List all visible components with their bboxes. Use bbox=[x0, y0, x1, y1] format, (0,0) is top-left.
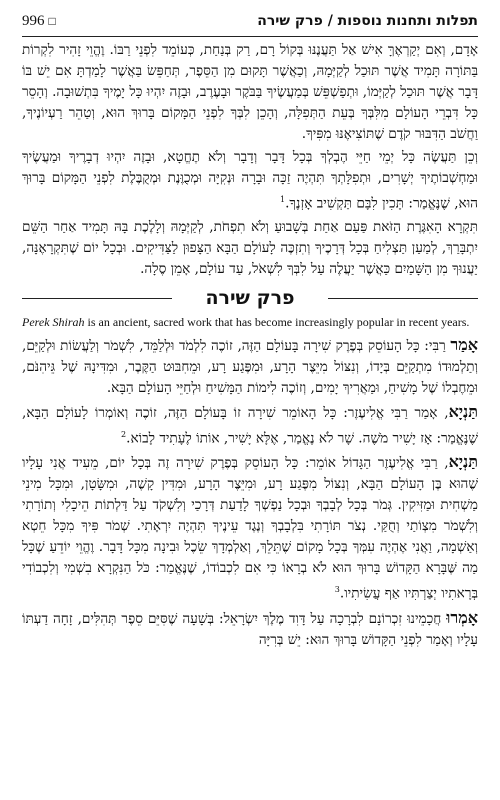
paragraph-text: רַבִּי: כָּל הָעוֹסֵק בְּפֶרֶק שִׁירָה בָּעוֹלָם הַזֶּה, זוֹכֶה לִלְמֹד וּלְלַמֵּד, לִשְׁמֹר וְלַעֲשׂוֹת וּלְקַיֵּם, וְתַלְמוּדוֹ מִתְקַיֵּם בְּיָדוֹ, וְנִצּוֹל מִיֵּצֶר הָרָע, וּמִפֶּגַע רָע, וּמֵחִבּוּט הַקֶּבֶר, וּמִדִּינָהּ שֶׁל גֵּיהִנֹּם, וּמֵחֶבְלוֹ שֶׁל מָשִׁיחַ, וּמַאֲרִיךְ יָמִים, וְזוֹכֶה לִימוֹת הַמָּשִׁיחַ וּלְחַיֵּי הָעוֹלָם הַבָּא. bbox=[22, 337, 478, 396]
paragraph-text: , אָמַר רַבִּי אֱלִיעֶזֶר: כָּל הָאוֹמֵר שִׁירָה זוֹ בָּעוֹלָם הַזֶּה, זוֹכֶה וְאוֹמְרוֹ לָעוֹלָם הַבָּא, שֶׁנֶּאֱמַר: אָז יָשִׁיר מֹשֶׁה. שָׁר לֹא נֶאֱמַר, אֶלָּא יָשִׁיר, אוֹתוֹ לֶעָתִיד לָבוֹא. bbox=[22, 404, 478, 447]
paragraph-amar bbox=[22, 334, 478, 399]
section-title: פרק שירה bbox=[205, 286, 295, 309]
heading-rule-left bbox=[22, 298, 172, 300]
page-body bbox=[22, 40, 478, 796]
heading-rule-right bbox=[328, 298, 478, 300]
paragraph-tanya-1 bbox=[22, 401, 478, 450]
paragraph-amru bbox=[22, 607, 478, 651]
section-heading bbox=[22, 284, 478, 312]
header-title: תפלות ותחנות נוספות / פרק שירה bbox=[257, 13, 478, 29]
footnote-marker: 3 bbox=[334, 585, 340, 595]
paragraph-text: , רַבִּי אֱלִיעֶזֶר הַגָּדוֹל אוֹמֵר: כָּל הָעוֹסֵק בְּפֶרֶק שִׁירָה זֶה בְּכָל יוֹם, מֵעִיד אֲנִי עָלָיו שֶׁהוּא בֶּן הָעוֹלָם הַבָּא, וְנִצּוֹל מִפֶּגַע רָע, וּמִיֵּצֶר הָרָע, וּמִדִּין קָשֶׁה, וּמִשָּׂטָן, וּמִכָּל מִינֵי מַשְׁחִית וּמַזִּיקִין. גְּמֹר בְּכָל לְבָבְךָ וּבְכָל נַפְשְׁךָ לָדַעַת דְּרָכַי וְלִשְׁקֹד עַל דַּלְתוֹת הֵיכָלִי וְתוֹרָתִי וְלִשְׁמֹר מִצְוֹתַי וְחֻקַּי. נְצֹר תּוֹרָתִי בִּלְבָבְךָ וְנֶגֶד עֵינֶיךָ תִּהְיֶה יִרְאָתִי. שְׁמֹר פִּיךָ מִכָּל חֵטְא וְאַשְׁמָה, וַאֲנִי אֶהְיֶה עִמְּךָ בְּכָל מָקוֹם שֶׁתֵּלֵךְ, וְאַלְמְדָךְ שֵׂכֶל וּבִינָה מִכָּל דָּבָר. וֶהֱוֵי יוֹדֵעַ שֶׁכָּל מַה שֶּׁבָּרָא הַקָּדוֹשׁ בָּרוּךְ הוּא לֹא בְרָאוֹ כִּי אִם לִכְבוֹדוֹ, שֶׁנֶּאֱמַר: כֹּל הַנִּקְרָא בִשְׁמִי וְלִכְבוֹדִי בְּרָאתִיו יְצַרְתִּיו אַף עֲשִׂיתִיו. bbox=[22, 455, 478, 602]
paragraph-text: תִּקְרָא הָאִגֶּרֶת הַזֹּאת פַּעַם אַחַת בְּשָׁבוּעַ וְלֹא תִפְחֹת, לְקַיְּמָהּ וְלָלֶכֶת בָּהּ תָּמִיד אַחַר הַשֵּׁם יִתְבָּרַךְ, לְמַעַן תַּצְלִיחַ בְּכָל דְּרָכֶיךָ וְתִזְכֶּה לָעוֹלָם הַבָּא הַצָּפוּן לַצַּדִּיקִים. וּבְכָל יוֹם שֶׁתִּקְרָאֶנָּה, יַעֲנוּךָ מִן הַשָּׁמַיִם כַּאֲשֶׁר יַעֲלֶה עַל לִבְּךָ לִשְׁאֹל, עַד עוֹלָם, אָמֵן סֶלָה. bbox=[22, 218, 478, 277]
lead-word: אָמַר bbox=[450, 334, 478, 354]
lead-word: תַּנְיָא bbox=[448, 401, 478, 421]
paragraph-tanya-2 bbox=[22, 451, 478, 605]
intro-text: is an ancient, sacred work that has become increasingly popular in recent years. bbox=[84, 314, 470, 329]
footnote-marker: 2 bbox=[121, 429, 127, 439]
paragraph-3 bbox=[22, 217, 478, 280]
paragraph-text: וְכֵן תַּעֲשֶׂה כָּל יְמֵי חַיֵּי הֶבְלְךָ בְּכָל דָּבָר וְדָבָר וְלֹא תֶחֱטָא, וּבָזֶה יִהְיוּ דְבָרֶיךָ וּמַעֲשֶׂיךָ וּמַחְשְׁבוֹתֶיךָ יְשָׁרִים, וּתְפִלָּתְךָ תִּהְיֶה זַכָּה וּבָרָה וּנְקִיָּה וּמְכֻוֶּנֶת וּמְקֻבֶּלֶת לִפְנֵי הַמָּקוֹם בָּרוּךְ הוּא, שֶׁנֶּאֱמַר: תָּכִין לִבָּם תַּקְשִׁיב אָזְנֶךָ. bbox=[22, 149, 478, 212]
box-glyph-icon: □ bbox=[48, 13, 56, 28]
lead-word: תַּנְיָא bbox=[448, 452, 478, 472]
paragraph-1 bbox=[22, 40, 478, 145]
page-number-block bbox=[22, 13, 56, 30]
footnote-marker: 1 bbox=[279, 195, 286, 204]
paragraph-text: חֲכָמֵינוּ זִכְרוֹנָם לִבְרָכָה עַל דָּוִד מֶלֶךְ יִשְׂרָאֵל: בְּשָׁעָה שֶׁסִּיֵּם סֵפֶר תְּהִלִּים, זָחָה דַעְתּוֹ עָלָיו וְאָמַר לִפְנֵי הַקָּדוֹשׁ בָּרוּךְ הוּא: יֵשׁ בְּרִיָּה bbox=[22, 610, 478, 648]
page-number: 996 bbox=[22, 12, 45, 29]
lead-word: אָמְרוּ bbox=[446, 607, 478, 627]
intro-italic: Perek Shirah bbox=[22, 314, 85, 329]
paragraph-2 bbox=[22, 147, 478, 215]
paragraph-text: אָדָם, וְאִם יְקַרְאֶךָּ אִישׁ אַל תַּעֲנֶנּוּ בְּקוֹל רָם, רַק בְּנַחַת, כְּעוֹמֵד לִפְנֵי רַבּוֹ. וֶהֱוֵי זָהִיר לִקְרוֹת בַּתּוֹרָה תָּמִיד אֲשֶׁר תּוּכַל לְקַיְּמָהּ, וְכַאֲשֶׁר תָּקוּם מִן הַסֵּפֶר, תְּחַפֵּשׂ בַּאֲשֶׁר לָמַדְתָּ אִם יֵשׁ בּוֹ דָּבָר אֲשֶׁר תּוּכַל לְקַיְּמוֹ, וּתְפַשְׁפֵּשׁ בְּמַעֲשֶׂיךָ בַּבֹּקֶר וּבָעֶרֶב, וּבָזֶה יִהְיוּ כָּל יָמֶיךָ בִּתְשׁוּבָה. וְהָסֵר כָּל דִּבְרֵי הָעוֹלָם מִלִּבְּךָ בְּעֵת הַתְּפִלָּה, וְהָכֵן לִבְּךָ לִפְנֵי הַמָּקוֹם בָּרוּךְ הוּא, וְטַהֵר רַעְיוֹנֶיךָ, וַחֲשֹׁב הַדִּבּוּר קֹדֶם שֶׁתּוֹצִיאֶנּוּ מִפִּיךָ. bbox=[22, 42, 478, 142]
running-header bbox=[22, 6, 478, 37]
english-intro bbox=[22, 314, 478, 330]
